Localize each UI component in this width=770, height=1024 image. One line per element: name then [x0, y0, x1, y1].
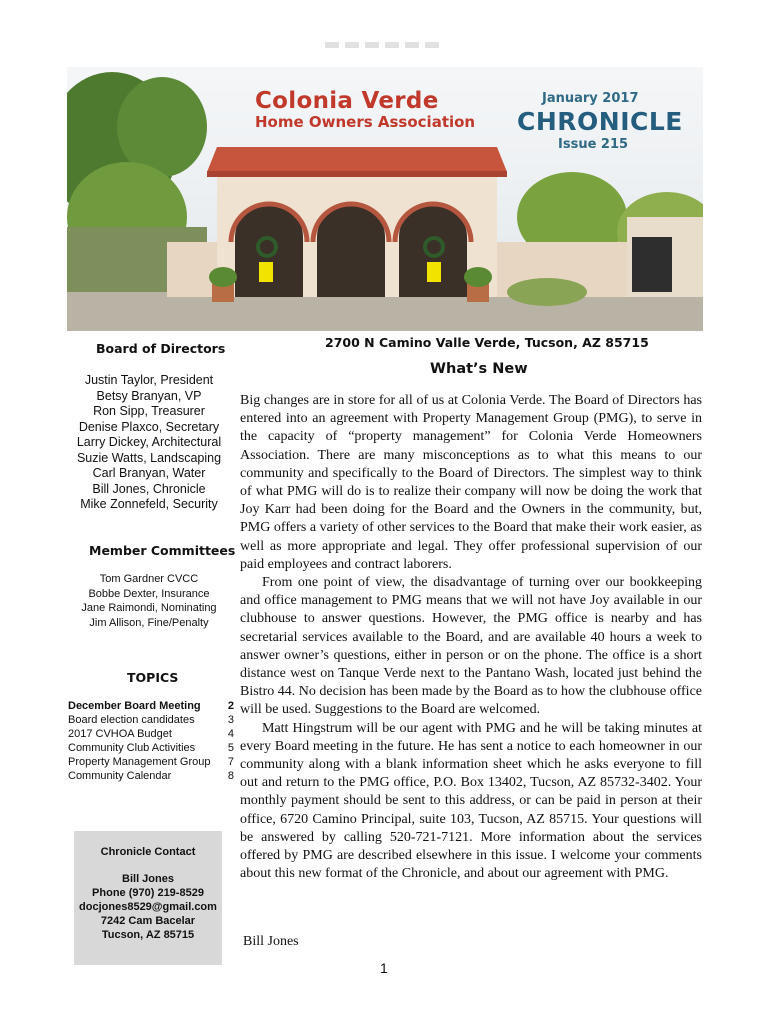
topic-title: 2017 CVHOA Budget — [68, 728, 172, 740]
committee-member: Bobbe Dexter, Insurance — [88, 587, 210, 600]
board-heading: Board of Directors — [96, 341, 226, 356]
contact-heading: Chronicle Contact — [100, 846, 196, 858]
topic-page: 2 — [227, 700, 234, 712]
board-member: Suzie Watts, Landscaping — [76, 450, 222, 465]
topic-item[interactable] — [68, 699, 234, 713]
article-signature: Bill Jones — [243, 934, 299, 949]
topic-item[interactable] — [68, 769, 234, 783]
contact-phone: Phone (970) 219-8529 — [92, 887, 204, 899]
committee-member: Jim Allison, Fine/Penalty — [89, 616, 209, 629]
topics-heading: TOPICS — [127, 670, 179, 685]
board-member: Betsy Branyan, VP — [96, 388, 202, 403]
board-member: Larry Dickey, Architectural — [76, 435, 222, 449]
newsletter-name: CHRONICLE — [517, 107, 683, 136]
topic-page: 5 — [227, 742, 234, 754]
board-member: Ron Sipp, Treasurer — [93, 404, 205, 418]
topics-list — [68, 699, 234, 783]
page-number: 1 — [380, 960, 388, 976]
page-top-mark — [325, 42, 445, 48]
topic-title: Community Calendar — [68, 770, 172, 782]
article-body — [240, 392, 702, 883]
committee-member: Tom Gardner CVCC — [99, 573, 199, 585]
topic-title: December Board Meeting — [68, 700, 201, 712]
board-member: Denise Plaxco, Secretary — [78, 419, 220, 434]
contact-city: Tucson, AZ 85715 — [101, 929, 195, 941]
article-heading: What’s New — [430, 361, 528, 377]
topic-page: 7 — [227, 756, 234, 768]
hoa-subtitle: Home Owners Association — [255, 113, 476, 131]
committees-heading: Member Committees — [89, 543, 236, 558]
committee-member: Jane Raimondi, Nominating — [81, 602, 217, 614]
topic-title: Community Club Activities — [68, 742, 196, 754]
topic-item[interactable] — [68, 727, 234, 741]
topic-page: 4 — [227, 728, 234, 740]
topic-page: 8 — [227, 770, 234, 782]
committees-list — [70, 572, 228, 630]
article-paragraph: From one point of view, the disadvantage of turning over our bookkeeping and office management to PMG means that we will not have Joy available in our clubhouse to answer questions. However, the PMG office is nearby and has secretarial services available to the Board, and are available 40 hours a week to answer owner’s questions, either in person or on the phone. The office is a short distance west on Tanque Verde next to the Pantano Wash, located just behind the Bistro 44. No decision has been made by the Board as to how the clubhouse office will be used. Suggestions to the Board are welcomed. — [240, 575, 702, 718]
board-member: Bill Jones, Chronicle — [92, 481, 206, 496]
board-member: Mike Zonnefeld, Security — [80, 497, 218, 511]
topic-item[interactable] — [68, 755, 234, 769]
topic-page: 3 — [227, 714, 234, 726]
topic-item[interactable] — [68, 713, 234, 727]
article-paragraph: Matt Hingstrum will be our agent with PMG and he will be taking minutes at every Board meeting in the future. He has sent a notice to each homeowner in our community along with a blank information sheet which he asks everyone to fill out and return to the PMG office, P.O. Box 13402, Tucson, AZ 85732-3402. Your monthly payment should be sent to this address, or can be paid in person at their office, 6720 Camino Principal, suite 103, Tucson, AZ 85715. Your questions will be answered by calling 520-721-7121. More information about the services offered by PMG are described elsewhere in this issue. I welcome your comments about this new format of the Chronicle, and about our agreement with PMG. — [240, 720, 702, 882]
topic-title: Board election candidates — [68, 714, 195, 726]
contact-email[interactable]: docjones8529@gmail.com — [79, 901, 217, 913]
article-paragraph: Big changes are in store for all of us at Colonia Verde. The Board of Directors has entered into an agreement with Property Management Group (PMG), to serve in the capacity of “property management” for Colonia Verde Homeowners Association. There are many misconceptions as to what this means to our community and specifically to the Board of Directors. The simplest way to think of what PMG will do is to realize their company will now be doing the work that Joy Karr had been doing for the Board and the Owners in the community, but, PMG offers a variety of other services to the Board that make their work easier, as well as more appropriate and legal. They offer professional supervision of our paid employees and contract laborers. — [240, 393, 702, 572]
topic-item[interactable] — [68, 741, 234, 755]
issue-date: January 2017 — [542, 91, 639, 106]
contact-street: 7242 Cam Bacelar — [100, 915, 196, 927]
chronicle-contact-box — [74, 831, 222, 965]
hoa-address: 2700 N Camino Valle Verde, Tucson, AZ 85715 — [325, 335, 649, 350]
board-list — [70, 373, 228, 513]
topic-title: Property Management Group — [68, 756, 211, 768]
hoa-name: Colonia Verde — [255, 88, 439, 114]
issue-number: Issue 215 — [558, 137, 629, 152]
contact-name: Bill Jones — [122, 873, 174, 885]
board-member: Justin Taylor, President — [84, 373, 214, 387]
board-member: Carl Branyan, Water — [92, 466, 206, 480]
